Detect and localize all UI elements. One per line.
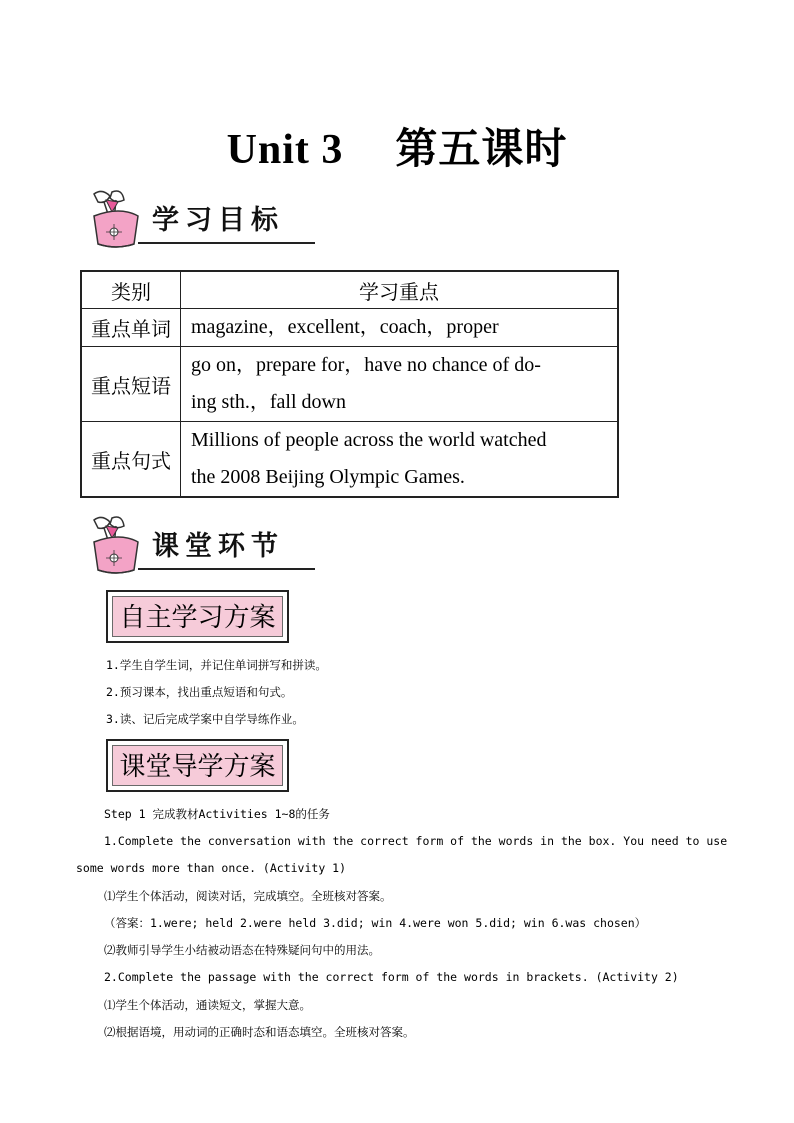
row-category: 重点句式 [81, 422, 181, 498]
self-study-item: 1.学生自学生词，并记住单词拼写和拼读。 [106, 658, 327, 672]
self-study-item: 3.读、记后完成学案中自学导练作业。 [106, 712, 304, 726]
answer-line: （答案：1.were; held 2.were held 3.did; win 4.were won 5.did; win 6.was chosen） [104, 916, 647, 930]
banner-underline [138, 568, 315, 570]
self-study-heading: 自主学习方案 [112, 596, 283, 637]
row-category: 重点单词 [81, 309, 181, 347]
header-category: 类别 [81, 271, 181, 309]
step-heading: Step 1 完成教材Activities 1~8的任务 [104, 807, 330, 821]
title-unit: Unit 3 [226, 127, 344, 173]
classroom-banner-label: 课堂环节 [152, 531, 284, 562]
goals-table [80, 270, 619, 498]
objectives-banner-label: 学习目标 [152, 205, 284, 236]
value-line: Millions of people across the world watched [191, 429, 547, 451]
self-study-item: 2.预习课本，找出重点短语和句式。 [106, 685, 293, 699]
value-line: the 2008 Beijing Olympic Games. [191, 466, 465, 488]
row-category: 重点短语 [81, 347, 181, 422]
value-line: ing sth.，fall down [191, 391, 346, 413]
value-line: go on，prepare for，have no chance of do- [191, 354, 541, 376]
banner-underline [138, 242, 315, 244]
row-value [181, 422, 619, 498]
guided-study-heading: 课堂导学方案 [112, 745, 283, 786]
guided-line: 1.Complete the conversation with the correct form of the words in the box. You need to use [104, 834, 728, 848]
row-value [181, 309, 619, 347]
title-lesson: 第五课时 [395, 127, 568, 173]
row-value [181, 347, 619, 422]
classroom-banner [80, 512, 315, 578]
header-focus: 学习重点 [181, 271, 619, 309]
table-row [81, 347, 618, 422]
self-study-heading-box [106, 590, 289, 643]
value-line: magazine，excellent，coach，proper [191, 316, 499, 338]
table-row [81, 422, 618, 498]
table-header-row [81, 271, 618, 309]
guided-line: 2.Complete the passage with the correct form of the words in brackets. (Activity 2) [104, 970, 679, 984]
page-title [0, 116, 794, 176]
table-row [81, 309, 618, 347]
guided-line: ⑴学生个体活动，阅读对话，完成填空。全班核对答案。 [104, 889, 392, 903]
guided-line: some words more than once. (Activity 1) [76, 861, 347, 875]
guided-study-heading-box [106, 739, 289, 792]
guided-line: ⑵教师引导学生小结被动语态在特殊疑问句中的用法。 [104, 943, 380, 957]
objectives-banner [80, 186, 315, 252]
guided-line: ⑵根据语境，用动词的正确时态和语态填空。全班核对答案。 [104, 1025, 415, 1039]
guided-line: ⑴学生个体活动，通读短文，掌握大意。 [104, 998, 311, 1012]
